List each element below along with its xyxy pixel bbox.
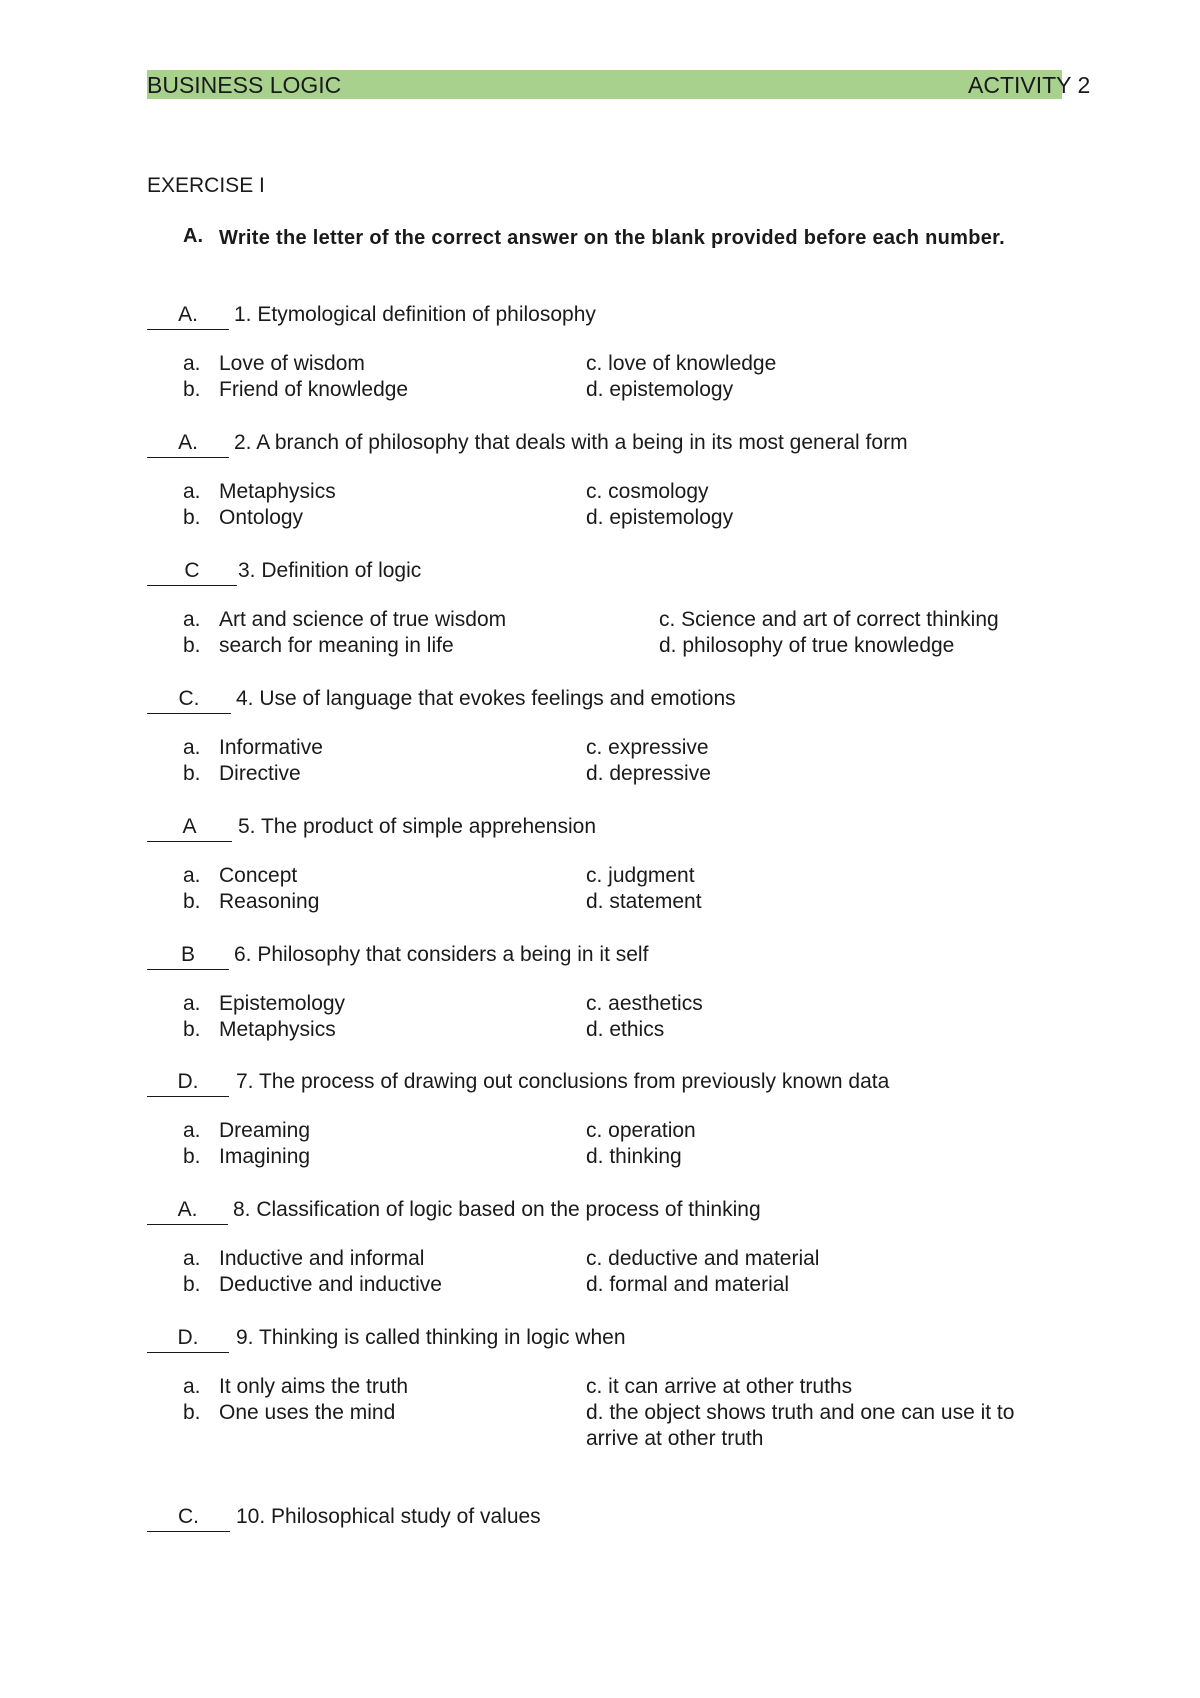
answer-blank: C bbox=[147, 557, 237, 586]
option-a: Art and science of true wisdom bbox=[219, 608, 507, 631]
option-letter-b: b. bbox=[183, 890, 201, 913]
answer-blank: C. bbox=[147, 685, 231, 714]
option-letter-a: a. bbox=[183, 992, 201, 1015]
question-text: 3. Definition of logic bbox=[238, 559, 422, 582]
option-b: Reasoning bbox=[219, 890, 320, 913]
option-d: d. epistemology bbox=[586, 378, 734, 401]
options bbox=[147, 479, 1147, 531]
option-c: c. aesthetics bbox=[586, 992, 703, 1015]
option-letter-b: b. bbox=[183, 506, 201, 529]
option-letter-a: a. bbox=[183, 1119, 201, 1142]
option-d: d. depressive bbox=[586, 762, 711, 785]
question-text: 10. Philosophical study of values bbox=[236, 1505, 541, 1528]
option-letter-a: a. bbox=[183, 480, 201, 503]
options bbox=[147, 351, 1147, 403]
option-c: c. operation bbox=[586, 1119, 696, 1142]
option-letter-a: a. bbox=[183, 608, 201, 631]
option-letter-a: a. bbox=[183, 352, 201, 375]
option-a: Metaphysics bbox=[219, 480, 336, 503]
options bbox=[147, 1246, 1147, 1298]
question-10 bbox=[147, 1503, 1147, 1531]
option-c: c. it can arrive at other truths bbox=[586, 1375, 853, 1398]
answer-blank: D. bbox=[147, 1068, 229, 1097]
option-letter-b: b. bbox=[183, 634, 201, 657]
exercise-title: EXERCISE I bbox=[147, 174, 265, 197]
option-b: Friend of knowledge bbox=[219, 378, 409, 401]
options bbox=[147, 1374, 1147, 1452]
option-b: Imagining bbox=[219, 1145, 311, 1168]
question-5 bbox=[147, 813, 1147, 915]
option-c: c. judgment bbox=[586, 864, 695, 887]
option-c: c. expressive bbox=[586, 736, 709, 759]
question-7 bbox=[147, 1068, 1147, 1170]
question-text: 4. Use of language that evokes feelings and emotions bbox=[236, 687, 736, 710]
option-a: Epistemology bbox=[219, 992, 346, 1015]
option-letter-b: b. bbox=[183, 1401, 201, 1424]
question-text: 1. Etymological definition of philosophy bbox=[234, 303, 596, 326]
question-text: 7. The process of drawing out conclusions from previously known data bbox=[236, 1070, 890, 1093]
instruction-text: Write the letter of the correct answer on the blank provided before each number. bbox=[219, 227, 1006, 249]
option-letter-b: b. bbox=[183, 1273, 201, 1296]
option-letter-a: a. bbox=[183, 736, 201, 759]
option-b: Directive bbox=[219, 762, 301, 785]
option-d: d. ethics bbox=[586, 1018, 665, 1041]
question-6 bbox=[147, 941, 1147, 1043]
option-d: d. philosophy of true knowledge bbox=[659, 634, 955, 657]
answer-blank: B bbox=[147, 941, 229, 970]
option-c: c. love of knowledge bbox=[586, 352, 777, 375]
answer-blank: A. bbox=[147, 429, 229, 458]
option-a: Love of wisdom bbox=[219, 352, 365, 375]
question-8 bbox=[147, 1196, 1147, 1298]
instruction-letter: A. bbox=[183, 225, 203, 247]
answer-blank: D. bbox=[147, 1324, 229, 1353]
options bbox=[147, 735, 1147, 787]
option-letter-b: b. bbox=[183, 762, 201, 785]
answer-blank: A. bbox=[147, 301, 229, 330]
option-a: Concept bbox=[219, 864, 298, 887]
option-b: Ontology bbox=[219, 506, 304, 529]
option-letter-b: b. bbox=[183, 378, 201, 401]
option-letter-a: a. bbox=[183, 1375, 201, 1398]
question-text: 8. Classification of logic based on the process of thinking bbox=[233, 1198, 761, 1221]
option-b: search for meaning in life bbox=[219, 634, 454, 657]
course-title: BUSINESS LOGIC bbox=[147, 72, 342, 98]
option-d: d. formal and material bbox=[586, 1273, 790, 1296]
answer-blank: A. bbox=[147, 1196, 228, 1225]
question-3 bbox=[147, 557, 1147, 659]
option-c: c. deductive and material bbox=[586, 1247, 820, 1270]
answer-blank: A bbox=[147, 813, 232, 842]
option-letter-a: a. bbox=[183, 864, 201, 887]
question-9 bbox=[147, 1324, 1147, 1452]
option-letter-b: b. bbox=[183, 1145, 201, 1168]
options bbox=[147, 1118, 1147, 1170]
options bbox=[147, 607, 1147, 659]
option-d: d. epistemology bbox=[586, 506, 734, 529]
option-letter-a: a. bbox=[183, 1247, 201, 1270]
answer-blank: C. bbox=[147, 1503, 230, 1532]
option-a: It only aims the truth bbox=[219, 1375, 409, 1398]
option-d: d. the object shows truth and one can use it to bbox=[586, 1401, 1015, 1424]
question-text: 2. A branch of philosophy that deals with a being in its most general form bbox=[234, 431, 908, 454]
question-text: 6. Philosophy that considers a being in it self bbox=[234, 943, 649, 966]
option-c: c. Science and art of correct thinking bbox=[659, 608, 999, 631]
question-text: 9. Thinking is called thinking in logic when bbox=[236, 1326, 626, 1349]
options bbox=[147, 863, 1147, 915]
activity-label: ACTIVITY 2 bbox=[968, 72, 1091, 98]
question-1 bbox=[147, 301, 1147, 403]
options bbox=[147, 991, 1147, 1043]
option-a: Inductive and informal bbox=[219, 1247, 425, 1270]
option-c: c. cosmology bbox=[586, 480, 709, 503]
option-a: Informative bbox=[219, 736, 323, 759]
question-2 bbox=[147, 429, 1147, 531]
option-a: Dreaming bbox=[219, 1119, 311, 1142]
option-b: Deductive and inductive bbox=[219, 1273, 442, 1296]
question-text: 5. The product of simple apprehension bbox=[238, 815, 597, 838]
option-letter-b: b. bbox=[183, 1018, 201, 1041]
option-d-continued: arrive at other truth bbox=[586, 1427, 764, 1450]
option-d: d. thinking bbox=[586, 1145, 682, 1168]
option-d: d. statement bbox=[586, 890, 702, 913]
option-b: Metaphysics bbox=[219, 1018, 336, 1041]
question-4 bbox=[147, 685, 1147, 787]
option-b: One uses the mind bbox=[219, 1401, 396, 1424]
